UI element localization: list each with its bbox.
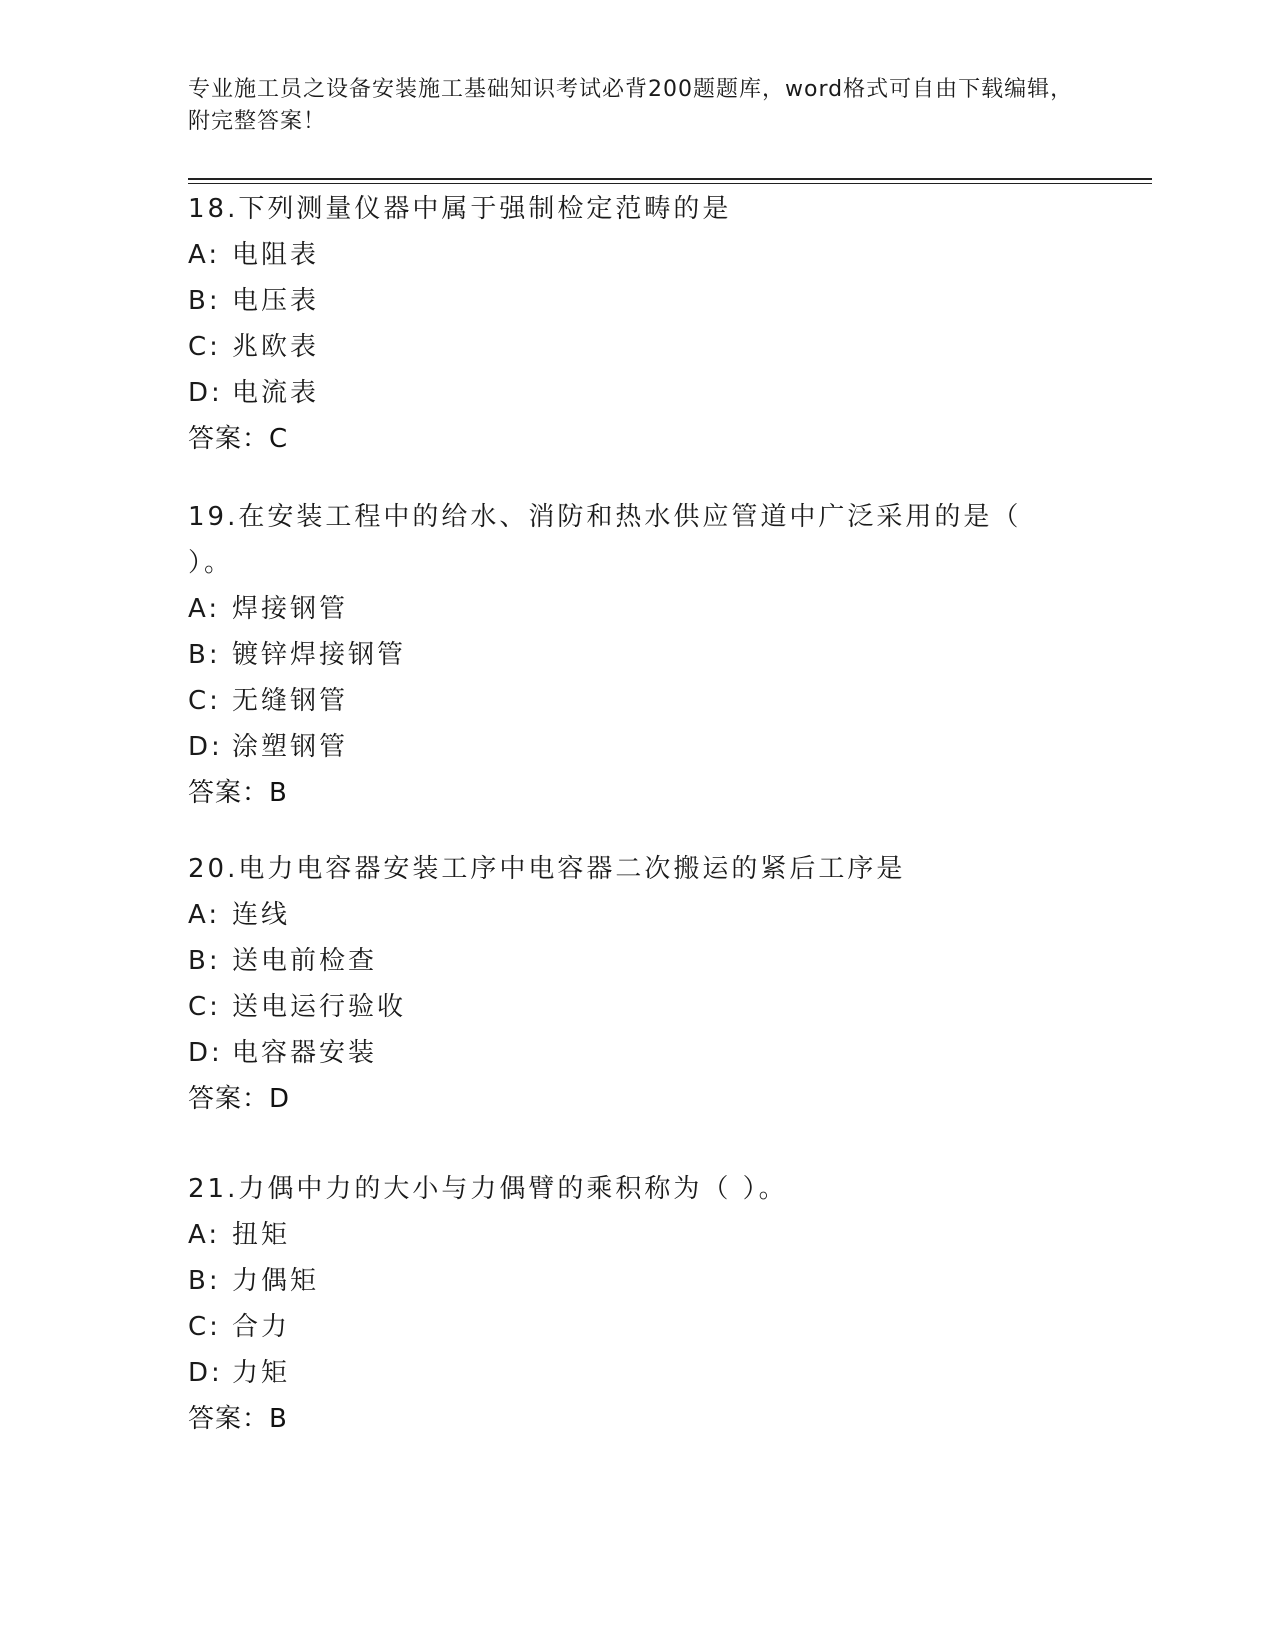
answer-label: 答案： bbox=[188, 424, 270, 454]
option-c bbox=[188, 1304, 1088, 1350]
option-text: 送电前检查 bbox=[232, 946, 378, 976]
option-d bbox=[188, 370, 1088, 416]
option-letter: A: bbox=[188, 1220, 221, 1250]
answer-line bbox=[188, 1076, 1088, 1122]
option-text: 力偶矩 bbox=[232, 1266, 320, 1296]
answer-value: B bbox=[269, 778, 288, 808]
option-letter: C: bbox=[188, 686, 221, 716]
answer-value: D bbox=[269, 1084, 291, 1114]
option-b bbox=[188, 1258, 1088, 1304]
question-stem: 18.下列测量仪器中属于强制检定范畴的是 bbox=[188, 194, 732, 224]
option-text: 送电运行验收 bbox=[232, 992, 407, 1022]
option-text: 电阻表 bbox=[232, 240, 320, 270]
answer-line bbox=[188, 770, 1048, 816]
option-text: 兆欧表 bbox=[232, 332, 320, 362]
option-text: 焊接钢管 bbox=[232, 594, 349, 624]
question-18 bbox=[188, 186, 1088, 462]
question-21 bbox=[188, 1166, 1088, 1442]
option-letter: A: bbox=[188, 240, 221, 270]
option-letter: B: bbox=[188, 946, 221, 976]
option-letter: A: bbox=[188, 900, 221, 930]
option-a bbox=[188, 586, 1048, 632]
answer-line bbox=[188, 1396, 1088, 1442]
option-letter: C: bbox=[188, 332, 221, 362]
option-c bbox=[188, 324, 1088, 370]
option-b bbox=[188, 278, 1088, 324]
answer-value: B bbox=[269, 1404, 288, 1434]
option-text: 力矩 bbox=[232, 1358, 291, 1388]
answer-value: C bbox=[269, 424, 289, 454]
question-stem: 21.力偶中力的大小与力偶臂的乘积称为（ ）。 bbox=[188, 1174, 788, 1204]
option-d bbox=[188, 724, 1048, 770]
option-text: 合力 bbox=[232, 1312, 291, 1342]
option-letter: D: bbox=[188, 1038, 223, 1068]
header-divider-thick bbox=[188, 178, 1152, 180]
option-text: 电压表 bbox=[232, 286, 320, 316]
option-c bbox=[188, 984, 1088, 1030]
option-letter: A: bbox=[188, 594, 221, 624]
option-b bbox=[188, 632, 1048, 678]
option-letter: B: bbox=[188, 1266, 221, 1296]
option-text: 电流表 bbox=[232, 378, 320, 408]
option-d bbox=[188, 1030, 1088, 1076]
question-stem: 20.电力电容器安装工序中电容器二次搬运的紧后工序是 bbox=[188, 854, 906, 884]
document-header: 专业施工员之设备安装施工基础知识考试必背200题题库，word格式可自由下载编辑，附完整答案！ bbox=[188, 77, 1074, 134]
option-d bbox=[188, 1350, 1088, 1396]
option-b bbox=[188, 938, 1088, 984]
option-letter: C: bbox=[188, 992, 221, 1022]
option-text: 连线 bbox=[232, 900, 291, 930]
option-a bbox=[188, 1212, 1088, 1258]
option-letter: D: bbox=[188, 1358, 223, 1388]
option-text: 镀锌焊接钢管 bbox=[232, 640, 407, 670]
option-a bbox=[188, 232, 1088, 278]
option-c bbox=[188, 678, 1048, 724]
option-letter: D: bbox=[188, 378, 223, 408]
option-a bbox=[188, 892, 1088, 938]
answer-label: 答案： bbox=[188, 1404, 270, 1434]
question-19 bbox=[188, 494, 1048, 816]
option-letter: B: bbox=[188, 640, 221, 670]
header-divider-thin bbox=[188, 183, 1152, 184]
answer-label: 答案： bbox=[188, 1084, 270, 1114]
option-text: 扭矩 bbox=[232, 1220, 291, 1250]
option-letter: C: bbox=[188, 1312, 221, 1342]
option-text: 无缝钢管 bbox=[232, 686, 349, 716]
option-letter: D: bbox=[188, 732, 223, 762]
answer-line bbox=[188, 416, 1088, 462]
answer-label: 答案： bbox=[188, 778, 270, 808]
option-text: 电容器安装 bbox=[232, 1038, 378, 1068]
option-letter: B: bbox=[188, 286, 221, 316]
option-text: 涂塑钢管 bbox=[232, 732, 349, 762]
question-20 bbox=[188, 846, 1088, 1122]
question-stem: 19.在安装工程中的给水、消防和热水供应管道中广泛采用的是（ ）。 bbox=[188, 502, 1022, 578]
